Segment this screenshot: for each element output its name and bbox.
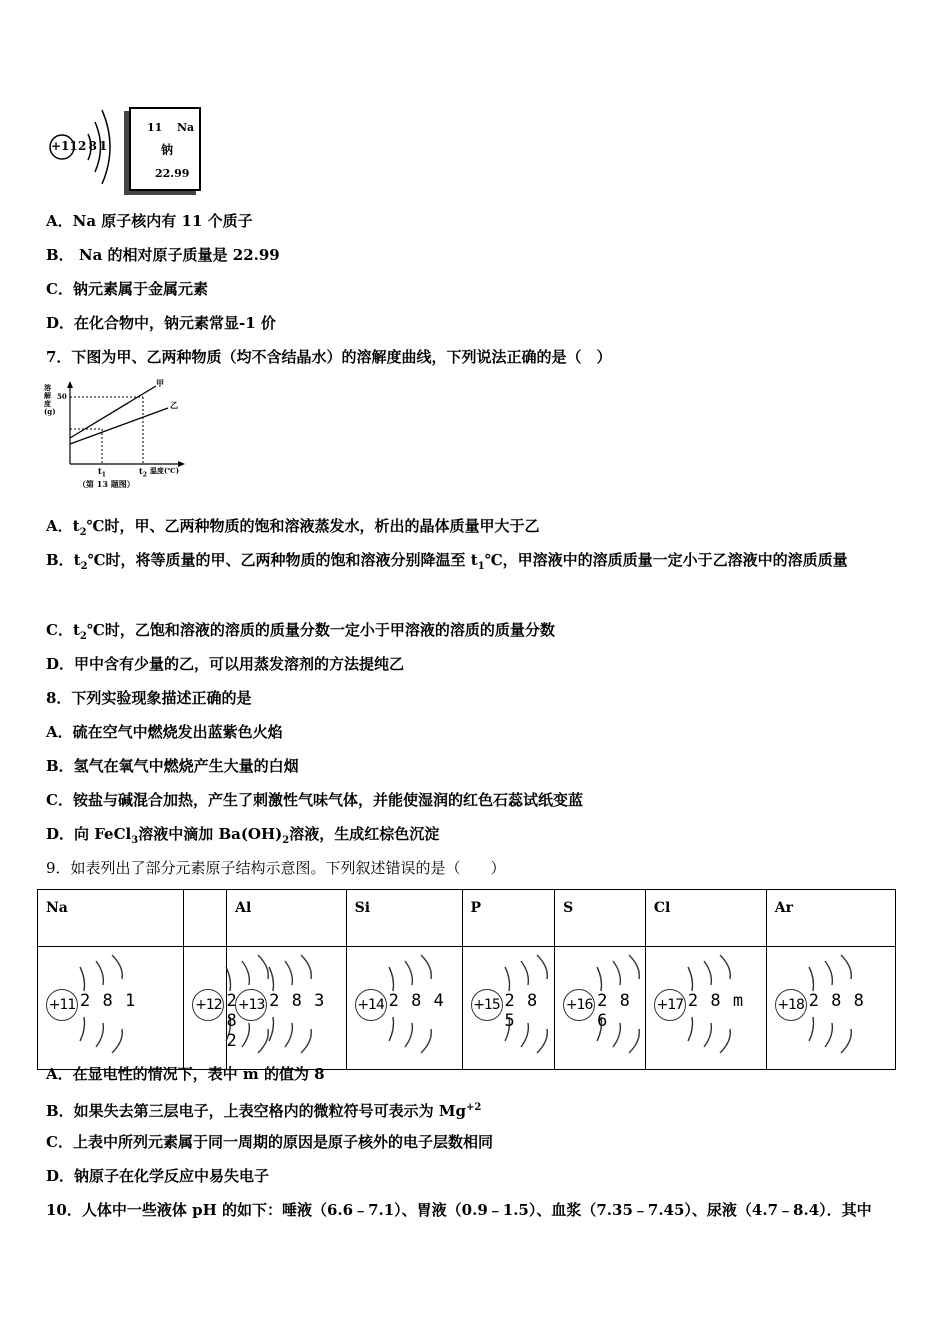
graph-curve-a-label: 甲 [156,378,164,388]
q8-option-d [46,824,439,851]
q9-option-a: A．在显电性的情况下，表中 m 的值为 8 [46,1065,325,1083]
shell-arc-upper [704,961,711,985]
shell-electrons: 2 8 1 [80,991,137,1011]
nucleus-circle: +18 [775,989,807,1021]
shell-electrons: 2 8 3 [269,991,326,1011]
shell-arc-lower [80,1017,85,1041]
q8-option-b: B．氢气在氧气中燃烧产生大量的白烟 [46,757,299,775]
shell-arc-upper [80,967,85,991]
q8d-sub2: 2 [282,835,290,846]
table-header-cell [184,890,227,947]
q8d-post: 溶液，生成红棕色沉淀 [289,825,440,843]
q10-question: 10．人体中一些液体 pH 的如下：唾液（6.6﹣7.1）、胃液（0.9﹣1.5）、血浆（7.35﹣7.45）、尿液（4.7﹣8.4）．其中 [46,1201,872,1219]
na-nucleus: +11 [51,139,78,153]
t1-text: t [98,466,102,476]
nucleus-circle: +12 [192,989,224,1021]
q7b-sub: 2 [80,561,88,572]
table-header-cell: S [555,890,646,947]
shell-electrons: 2 8 4 [388,991,445,1011]
shell-arc-lower [301,1029,311,1053]
shell-arc-upper [720,955,730,979]
na-atom-diagram [48,104,118,190]
q8-option-c: C．铵盐与碱混合加热，产生了刺激性气味气体，并能使湿润的红色石蕊试纸变蓝 [46,791,583,809]
shell-arc-upper [537,955,547,979]
shell-arc-lower [96,1023,103,1047]
graph-ylabel [44,384,56,416]
nucleus-circle: +16 [563,989,595,1021]
t2-text: t [139,466,143,476]
q7c-pre: C．t [46,621,80,639]
atom-diagram [767,947,895,1069]
table-diagram-cell [462,947,555,1070]
nucleus-circle: +17 [654,989,686,1021]
shell-arc-lower [389,1017,394,1041]
shell-arc-lower [112,1029,122,1053]
shell-arc-upper [389,967,394,991]
q7b-mid: ℃时，将等质量的甲、乙两种物质的饱和溶液分别降温至 t [87,551,478,569]
shell-arc-lower [537,1029,547,1053]
graph-t1-label [98,466,106,479]
table-diagram-cell [38,947,184,1070]
shell-arc-upper [301,955,311,979]
nucleus-circle: +13 [235,989,267,1021]
nucleus-circle: +14 [355,989,387,1021]
card-symbol: Na [177,121,195,134]
graph-t2-label [139,466,147,479]
shell-arc-upper [613,961,620,985]
nucleus-circle: +15 [471,989,503,1021]
shell-arc-lower [285,1023,292,1047]
q9b-sup: +2 [466,1102,482,1113]
shell-arc-upper [269,967,274,991]
shell-arc-upper [629,955,639,979]
shell-electrons: 2 8 5 [504,991,539,1031]
q8d-sub: 3 [131,835,139,846]
graph-y-tick: 50 [57,392,67,401]
atom-diagram [646,947,766,1069]
q9-question: 9．如表列出了部分元素原子结构示意图。下列叙述错误的是（ ） [46,859,506,877]
table-header-cell: P [462,890,555,947]
shell-arc-lower [688,1017,693,1041]
q8-question: 8．下列实验现象描述正确的是 [46,689,252,707]
q7b-sub2: 1 [477,561,485,572]
shell-arc-upper [825,961,832,985]
q7a-pre: A．t [46,517,80,535]
table-header-cell: Na [38,890,184,947]
q6-option-a: A．Na 原子核内有 11 个质子 [46,212,253,230]
shell-arc-upper [112,955,122,979]
shell-arc-upper [285,961,292,985]
table-diagram-cell [645,947,766,1070]
ylabel-char: 溶 [44,383,51,392]
q6-option-d: D．在化合物中，钠元素常显-1 价 [46,314,276,332]
table-diagram-cell [346,947,462,1070]
shell-arc-upper [809,967,814,991]
q7a-sub: 2 [79,527,87,538]
q9-option-b [46,1098,481,1121]
table-header-cell: Cl [645,890,766,947]
card-name: 钠 [161,143,174,157]
table-header-cell: Si [346,890,462,947]
q6-option-c: C．钠元素属于金属元素 [46,280,208,298]
shell-arc-upper [96,961,103,985]
shell-arc-upper [505,967,510,991]
table-diagram-cell [766,947,895,1070]
q9-option-c: C．上表中所列元素属于同一周期的原因是原子核外的电子层数相同 [46,1133,493,1151]
ylabel-char: (g) [44,407,56,416]
shell-electrons: 2 8 2 [226,991,238,1051]
shell-arc-lower [629,1029,639,1053]
shell-arc-upper [405,961,412,985]
q6-option-b: B． Na 的相对原子质量是 22.99 [46,246,280,264]
shell-electrons: 2 8 6 [597,991,631,1031]
shell-arc-lower [704,1023,711,1047]
q7c-sub: 2 [79,631,87,642]
q8-option-a: A．硫在空气中燃烧发出蓝紫色火焰 [46,723,283,741]
shell-arc-lower [269,1017,274,1041]
card-mass: 22.99 [155,167,190,180]
q9b-pre: B．如果失去第三层电子，上表空格内的微粒符号可表示为 Mg [46,1102,466,1120]
q7-option-d: D．甲中含有少量的乙，可以用蒸发溶剂的方法提纯乙 [46,655,405,673]
graph-curve-b-label: 乙 [170,400,178,410]
table-diagram-cell [555,947,646,1070]
graph-caption: （第 13 题图） [78,479,135,489]
shell-arc-lower [720,1029,730,1053]
solubility-graph [44,378,194,496]
shell-arc-lower [841,1029,851,1053]
shell-electrons: 2 8 8 [808,991,865,1011]
na-shells: 2 8 1 [78,139,107,153]
shell-arc-lower [809,1017,814,1041]
shell-arc-lower [421,1029,431,1053]
ylabel-char: 度 [44,399,51,408]
table-header-cell: Ar [766,890,895,947]
table-header-cell: Al [227,890,346,947]
q7-option-b [46,542,906,585]
q7-question: 7．下图为甲、乙两种物质（均不含结晶水）的溶解度曲线，下列说法正确的是（ ） [46,348,612,366]
atom-diagram [184,947,238,1069]
t2-sub: 2 [142,471,147,479]
ylabel-char: 解 [44,391,51,400]
atom-diagram [227,947,345,1069]
q7a-post: ℃时，甲、乙两种物质的饱和溶液蒸发水，析出的晶体质量甲大于乙 [86,517,540,535]
q7b-post: ℃，甲溶液中的溶质质量一定小于乙溶液中的溶质质量 [484,551,848,569]
atom-diagram [38,947,183,1069]
shell-arc-lower [405,1023,412,1047]
card-number: 11 [147,121,163,134]
q7-option-c [46,620,555,647]
atom-structure-table [37,889,896,1070]
q9-option-d: D．钠原子在化学反应中易失电子 [46,1167,270,1185]
atom-diagram [463,947,555,1069]
atom-diagram [347,947,462,1069]
table-header-row [38,890,896,947]
q8d-mid: 溶液中滴加 Ba(OH) [138,825,283,843]
q8d-pre: D．向 FeCl [46,825,132,843]
table-diagram-cell [227,947,346,1070]
table-diagram-cell [184,947,238,1070]
shell-electrons: 2 8 m [687,991,745,1011]
graph-xlabel: 温度(℃) [150,466,180,475]
shell-arc-upper [688,967,693,991]
table-diagram-row [38,947,896,1070]
shell-arc-upper [841,955,851,979]
shell-arc-upper [597,967,602,991]
nucleus-circle: +11 [46,989,78,1021]
t1-sub: 1 [101,471,106,479]
q7-option-a [46,516,540,543]
element-card [129,107,201,191]
q7b-pre: B．t [46,551,81,569]
atom-diagram [555,947,645,1069]
shell-arc-upper [421,955,431,979]
shell-arc-lower [825,1023,832,1047]
shell-arc-upper [521,961,528,985]
q7c-post: ℃时，乙饱和溶液的溶质的质量分数一定小于甲溶液的溶质的质量分数 [86,621,555,639]
